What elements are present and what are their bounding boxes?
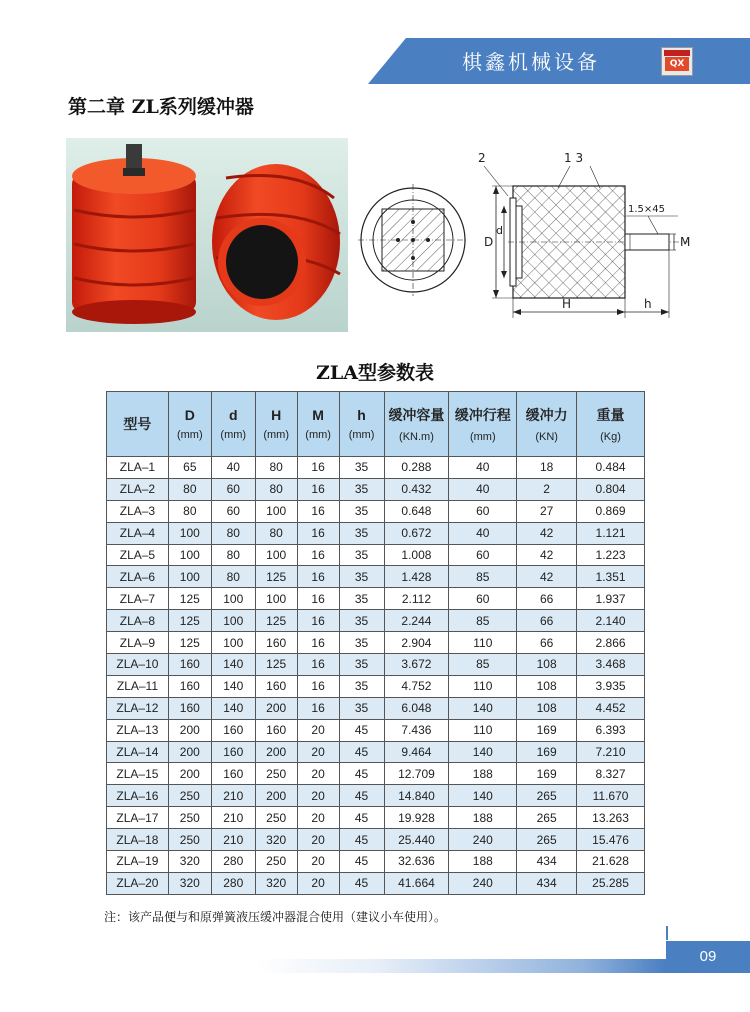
table-cell: 18 [517,457,577,479]
table-cell: 20 [297,719,339,741]
column-header-label: H [271,407,282,423]
table-cell: 13.263 [577,807,645,829]
table-cell: 320 [255,872,297,894]
table-cell: 100 [168,544,211,566]
table-cell: 25.440 [384,829,449,851]
table-cell: 250 [168,829,211,851]
column-header-label: d [228,407,238,423]
footnote: 注：该产品便与和原弹簧液压缓冲器混合使用（建议小车使用）。 [104,910,447,924]
table-cell: 66 [517,610,577,632]
table-row [107,697,645,719]
table-cell: 35 [339,610,384,632]
table-cell: 35 [339,478,384,500]
table-cell: 16 [297,632,339,654]
table-cell: ZLA–8 [107,610,169,632]
table-cell: 40 [449,478,517,500]
table-cell: 2.140 [577,610,645,632]
table-cell: 60 [449,544,517,566]
table-cell: 60 [211,500,255,522]
table-cell: ZLA–4 [107,522,169,544]
column-header-label: 缓冲容量 [388,407,445,423]
table-cell: 45 [339,763,384,785]
column-header [168,392,211,457]
column-header-unit: (mm) [305,429,331,441]
table-row [107,807,645,829]
column-header-label: h [357,407,366,423]
table-cell: 15.476 [577,829,645,851]
table-cell: 3.935 [577,675,645,697]
column-header [211,392,255,457]
table-cell: 60 [449,588,517,610]
table-cell: 108 [517,675,577,697]
dim-label-h: h [644,297,652,311]
table-cell: 35 [339,654,384,676]
table-cell: 7.436 [384,719,449,741]
table-cell: 16 [297,610,339,632]
table-cell: 35 [339,544,384,566]
table-cell: 160 [211,719,255,741]
table-header-row [107,392,645,457]
table-cell: 140 [211,654,255,676]
dim-label-chamfer: 1.5×45 [628,204,666,215]
table-cell: 80 [168,500,211,522]
table-row [107,500,645,522]
table-cell: 16 [297,654,339,676]
table-cell: 85 [449,610,517,632]
table-cell: 250 [168,807,211,829]
table-cell: ZLA–1 [107,457,169,479]
table-row [107,785,645,807]
table-cell: 0.672 [384,522,449,544]
table-cell: 20 [297,872,339,894]
table-title: ZLA型参数表 [316,362,434,384]
table-cell: 35 [339,632,384,654]
column-header-unit: (mm) [348,429,375,441]
table-cell: 32.636 [384,851,449,873]
table-cell: 160 [168,654,211,676]
table-cell: 2.112 [384,588,449,610]
table-cell: 45 [339,741,384,763]
table-cell: 160 [255,632,297,654]
column-header-unit: (mm) [263,429,289,441]
table-cell: 1.008 [384,544,449,566]
table-cell: 160 [255,719,297,741]
table-row [107,457,645,479]
table-cell: 45 [339,807,384,829]
table-cell: ZLA–17 [107,807,169,829]
table-cell: 200 [168,763,211,785]
table-cell: 8.327 [577,763,645,785]
table-cell: 66 [517,632,577,654]
table-cell: 210 [211,829,255,851]
table-cell: 35 [339,457,384,479]
company-logo [661,47,693,76]
table-cell: 108 [517,654,577,676]
table-cell: 45 [339,785,384,807]
table-cell: 250 [255,807,297,829]
table-cell: 100 [211,632,255,654]
table-cell: ZLA–15 [107,763,169,785]
table-cell: 125 [168,610,211,632]
table-cell: 160 [168,697,211,719]
table-cell: 40 [449,457,517,479]
table-cell: ZLA–10 [107,654,169,676]
table-row [107,719,645,741]
table-cell: 280 [211,872,255,894]
table-cell: ZLA–18 [107,829,169,851]
table-cell: 250 [255,763,297,785]
table-cell: 1.223 [577,544,645,566]
table-cell: 125 [255,610,297,632]
table-cell: 0.432 [384,478,449,500]
table-cell: ZLA–20 [107,872,169,894]
table-cell: ZLA–2 [107,478,169,500]
table-cell: 9.464 [384,741,449,763]
table-cell: 20 [297,807,339,829]
table-cell: ZLA–3 [107,500,169,522]
table-cell: 0.869 [577,500,645,522]
table-cell: 108 [517,697,577,719]
table-cell: 140 [211,675,255,697]
table-cell: ZLA–16 [107,785,169,807]
table-cell: 4.452 [577,697,645,719]
table-cell: 2.866 [577,632,645,654]
column-header [107,392,169,457]
table-cell: 100 [255,544,297,566]
table-cell: 320 [255,829,297,851]
table-cell: 80 [255,457,297,479]
table-cell: 20 [297,829,339,851]
table-cell: 41.664 [384,872,449,894]
table-cell: 0.804 [577,478,645,500]
page-number-box [666,941,750,973]
table-cell: 35 [339,697,384,719]
column-header [297,392,339,457]
logo-text: QX [665,57,689,71]
dim-label-H: H [562,297,572,311]
column-header [384,392,449,457]
table-cell: 320 [168,872,211,894]
table-cell: 60 [211,478,255,500]
table-cell: 100 [168,566,211,588]
table-cell: 240 [449,829,517,851]
table-cell: 210 [211,807,255,829]
table-cell: 65 [168,457,211,479]
table-cell: 0.484 [577,457,645,479]
table-cell: 40 [211,457,255,479]
table-cell: 2.904 [384,632,449,654]
table-cell: 60 [449,500,517,522]
table-cell: 140 [449,697,517,719]
table-row [107,872,645,894]
column-header-unit: (KN.m) [399,431,434,443]
table-cell: 16 [297,457,339,479]
footer-bar [256,959,666,973]
table-cell: 3.468 [577,654,645,676]
table-cell: 66 [517,588,577,610]
table-row [107,654,645,676]
table-cell: 100 [168,522,211,544]
column-header [255,392,297,457]
table-cell: 200 [168,719,211,741]
table-cell: 3.672 [384,654,449,676]
table-row [107,588,645,610]
table-cell: 16 [297,675,339,697]
table-cell: 16 [297,544,339,566]
table-cell: 1.121 [577,522,645,544]
table-cell: 7.210 [577,741,645,763]
table-cell: 265 [517,785,577,807]
table-cell: 85 [449,566,517,588]
table-cell: 42 [517,522,577,544]
table-cell: 40 [449,522,517,544]
table-cell: 188 [449,763,517,785]
parameter-table [106,391,645,895]
table-cell: 16 [297,697,339,719]
table-cell: 110 [449,632,517,654]
product-photo [66,138,348,332]
table-row [107,632,645,654]
column-header-label: M [312,407,324,423]
column-header-label: D [184,407,195,423]
page-number: 09 [699,948,717,965]
table-cell: 265 [517,829,577,851]
column-header-unit: (mm) [220,429,247,441]
table-cell: 210 [211,785,255,807]
table-cell: 2 [517,478,577,500]
table-cell: 169 [517,719,577,741]
table-cell: 6.393 [577,719,645,741]
table-cell: 125 [255,654,297,676]
column-header-unit: (mm) [469,431,496,443]
table-cell: 200 [168,741,211,763]
table-cell: 42 [517,544,577,566]
table-cell: 200 [255,697,297,719]
column-header-unit: (KN) [535,431,558,443]
table-cell: 80 [255,478,297,500]
table-cell: 100 [255,588,297,610]
table-row [107,741,645,763]
table-cell: 140 [449,741,517,763]
table-row [107,851,645,873]
table-cell: 2.244 [384,610,449,632]
column-header-label: 重量 [596,407,625,423]
table-cell: 125 [168,588,211,610]
table-cell: 100 [255,500,297,522]
table-cell: 1.937 [577,588,645,610]
column-header-unit: (Kg) [600,431,621,443]
table-cell: 80 [211,544,255,566]
table-cell: 250 [255,851,297,873]
table-cell: 20 [297,741,339,763]
table-cell: ZLA–12 [107,697,169,719]
table-cell: ZLA–5 [107,544,169,566]
table-cell: 125 [255,566,297,588]
table-cell: 35 [339,588,384,610]
table-cell: 20 [297,785,339,807]
table-cell: ZLA–7 [107,588,169,610]
table-row [107,829,645,851]
table-cell: 20 [297,851,339,873]
table-cell: 280 [211,851,255,873]
table-cell: 188 [449,851,517,873]
table-cell: 16 [297,566,339,588]
table-cell: ZLA–6 [107,566,169,588]
table-cell: 320 [168,851,211,873]
table-cell: 16 [297,522,339,544]
table-cell: 16 [297,500,339,522]
table-cell: 110 [449,675,517,697]
table-cell: 80 [168,478,211,500]
table-row [107,478,645,500]
table-cell: 35 [339,500,384,522]
table-row [107,763,645,785]
table-cell: 16 [297,588,339,610]
table-cell: 125 [168,632,211,654]
table-cell: 240 [449,872,517,894]
table-cell: 160 [211,741,255,763]
table-cell: 45 [339,851,384,873]
table-cell: 1.428 [384,566,449,588]
table-cell: ZLA–13 [107,719,169,741]
column-header-label: 缓冲行程 [454,407,511,423]
table-cell: 27 [517,500,577,522]
table-cell: 1.351 [577,566,645,588]
table-cell: 100 [211,610,255,632]
column-header-label: 缓冲力 [525,407,568,423]
table-cell: 110 [449,719,517,741]
table-cell: 80 [255,522,297,544]
table-row [107,522,645,544]
chapter-title: 第二章 ZL系列缓冲器 [68,96,254,118]
table-cell: 12.709 [384,763,449,785]
table-cell: 45 [339,829,384,851]
table-cell: 200 [255,785,297,807]
column-header-unit: (mm) [176,429,203,441]
table-cell: 250 [168,785,211,807]
table-cell: 100 [211,588,255,610]
table-cell: 35 [339,675,384,697]
table-row [107,544,645,566]
footer-tick [666,926,668,940]
table-row [107,566,645,588]
table-cell: 0.288 [384,457,449,479]
callout-1-3: 1 3 [564,151,584,165]
table-cell: 19.928 [384,807,449,829]
table-cell: 188 [449,807,517,829]
column-header [339,392,384,457]
table-cell: 140 [449,785,517,807]
dim-label-D: D [484,235,494,249]
table-cell: 0.648 [384,500,449,522]
table-cell: ZLA–9 [107,632,169,654]
table-cell: 11.670 [577,785,645,807]
table-cell: 200 [255,741,297,763]
table-cell: 160 [211,763,255,785]
table-cell: 169 [517,741,577,763]
table-cell: 169 [517,763,577,785]
table-cell: ZLA–11 [107,675,169,697]
table-cell: 45 [339,872,384,894]
table-cell: 20 [297,763,339,785]
table-cell: 42 [517,566,577,588]
table-cell: 80 [211,522,255,544]
table-cell: 160 [255,675,297,697]
table-cell: 35 [339,566,384,588]
table-cell: 25.285 [577,872,645,894]
dim-label-d: d [496,224,503,237]
column-header [577,392,645,457]
table-cell: 434 [517,851,577,873]
table-row [107,610,645,632]
table-cell: 4.752 [384,675,449,697]
table-cell: 160 [168,675,211,697]
table-cell: 21.628 [577,851,645,873]
table-cell: 85 [449,654,517,676]
table-cell: 434 [517,872,577,894]
table-cell: ZLA–19 [107,851,169,873]
table-cell: 140 [211,697,255,719]
table-cell: 265 [517,807,577,829]
table-cell: 16 [297,478,339,500]
column-header [449,392,517,457]
dim-label-M: M [680,235,691,249]
column-header [517,392,577,457]
technical-drawing [358,148,698,323]
callout-2: 2 [478,151,486,165]
table-cell: 80 [211,566,255,588]
column-header-label: 型号 [123,416,152,432]
table-cell: 14.840 [384,785,449,807]
table-row [107,675,645,697]
table-cell: 45 [339,719,384,741]
table-cell: 6.048 [384,697,449,719]
table-cell: 35 [339,522,384,544]
brand-name: 棋鑫机械设备 [462,50,600,74]
table-cell: ZLA–14 [107,741,169,763]
